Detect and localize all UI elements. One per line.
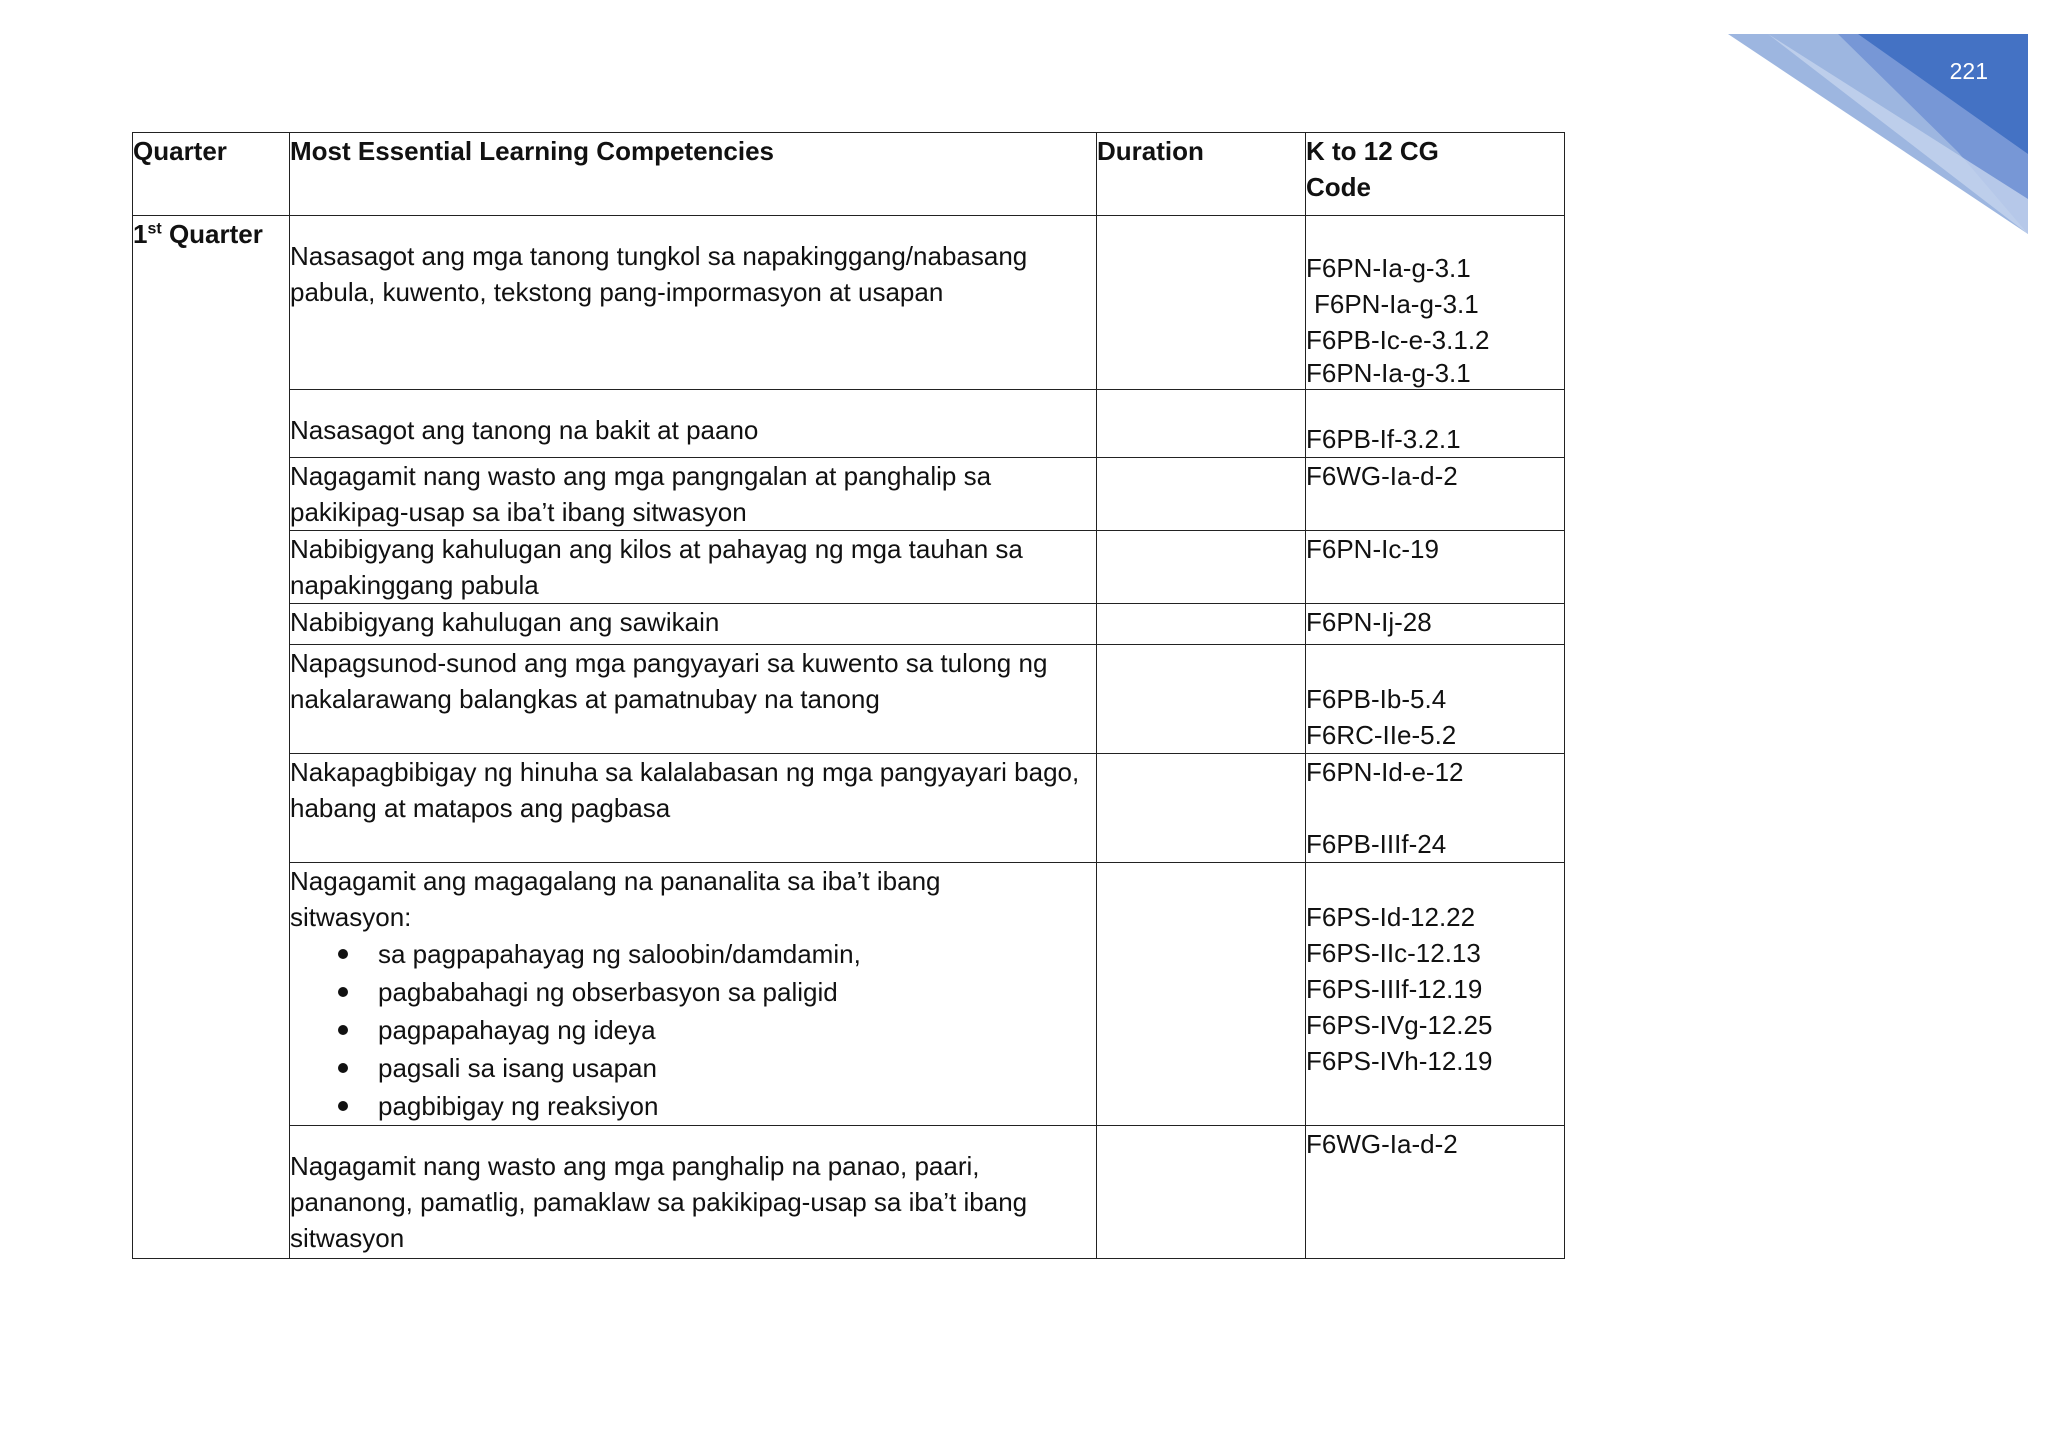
competency-cell (290, 604, 1097, 645)
code-cell (1306, 531, 1565, 604)
competency-line: pakikipag-usap sa iba’t ibang sitwasyon (290, 497, 747, 527)
table-row (133, 531, 1565, 604)
code-line: F6PN-Ia-g-3.1 (1306, 253, 1471, 283)
header-competencies: Most Essential Learning Competencies (290, 133, 1097, 216)
code-cell (1306, 390, 1565, 458)
code-cell (1306, 458, 1565, 531)
code-line: F6PS-Id-12.22 (1306, 902, 1476, 932)
list-item: pagbabahagi ng obserbasyon sa paligid (290, 973, 1096, 1011)
table-row (133, 645, 1565, 754)
competency-cell (290, 645, 1097, 754)
competency-line: Nagagamit nang wasto ang mga panghalip na panao, paari, (290, 1151, 980, 1181)
code-line: F6WG-Ia-d-2 (1306, 461, 1458, 491)
header-quarter: Quarter (133, 133, 290, 216)
header-cg-code-line2: Code (1306, 172, 1371, 202)
code-cell (1306, 754, 1565, 863)
code-line: F6PS-IIc-12.13 (1306, 938, 1481, 968)
code-line: F6PB-Ic-e-3.1.2 (1306, 325, 1490, 355)
competency-line: Nabibigyang kahulugan ang sawikain (290, 607, 720, 637)
competency-line: napakinggang pabula (290, 570, 539, 600)
competency-cell (290, 390, 1097, 458)
code-cell (1306, 863, 1565, 1126)
code-line: F6PN-Ia-g-3.1 (1306, 358, 1471, 388)
table-row (133, 458, 1565, 531)
duration-cell (1097, 390, 1306, 458)
duration-cell (1097, 863, 1306, 1126)
list-item: sa pagpapahayag ng saloobin/damdamin, (290, 935, 1096, 973)
table-row (133, 390, 1565, 458)
duration-cell (1097, 216, 1306, 390)
competency-cell (290, 1126, 1097, 1259)
quarter-number: 1 (133, 219, 148, 249)
competency-line: pabula, kuwento, tekstong pang-impormasyon at usapan (290, 277, 944, 307)
competency-line: Nagagamit ang magagalang na pananalita sa iba’t ibang (290, 866, 941, 896)
list-item: pagsali sa isang usapan (290, 1049, 1096, 1087)
code-line: F6PN-Id-e-12 (1306, 757, 1464, 787)
code-line: F6PS-IIIf-12.19 (1306, 974, 1483, 1004)
code-line: F6PN-Ic-19 (1306, 534, 1439, 564)
code-line: F6WG-Ia-d-2 (1306, 1129, 1458, 1159)
competency-cell (290, 531, 1097, 604)
duration-cell (1097, 458, 1306, 531)
header-duration: Duration (1097, 133, 1306, 216)
code-line: F6PB-Ib-5.4 (1306, 684, 1447, 714)
competency-line: Nakapagbibigay ng hinuha sa kalalabasan ng mga pangyayari bago, (290, 757, 1080, 787)
duration-cell (1097, 531, 1306, 604)
competency-line: nakalarawang balangkas at pamatnubay na tanong (290, 684, 880, 714)
quarter-word: Quarter (168, 219, 263, 249)
duration-cell (1097, 604, 1306, 645)
competency-line: habang at matapos ang pagbasa (290, 793, 671, 823)
quarter-cell (133, 216, 290, 1259)
competency-line: Nagagamit nang wasto ang mga pangngalan at panghalip sa (290, 461, 992, 491)
quarter-suffix: st (147, 220, 162, 238)
table-row (133, 216, 1565, 390)
bullet-list (290, 935, 1096, 1125)
competency-line: sitwasyon: (290, 902, 412, 932)
code-cell (1306, 645, 1565, 754)
table-row (133, 754, 1565, 863)
competency-cell (290, 754, 1097, 863)
header-cg-code (1306, 133, 1565, 216)
competency-cell (290, 216, 1097, 390)
competency-line: Nabibigyang kahulugan ang kilos at pahayag ng mga tauhan sa (290, 534, 1023, 564)
melc-table (132, 132, 1565, 1259)
duration-cell (1097, 754, 1306, 863)
code-line: F6PB-IIIf-24 (1306, 829, 1447, 859)
code-line: F6PN-Ia-g-3.1 (1314, 289, 1479, 319)
code-line: F6PS-IVg-12.25 (1306, 1010, 1493, 1040)
list-item: pagbibigay ng reaksiyon (290, 1087, 1096, 1125)
competency-line: Nasasagot ang tanong na bakit at paano (290, 415, 759, 445)
code-cell (1306, 216, 1565, 390)
code-line: F6PS-IVh-12.19 (1306, 1046, 1493, 1076)
competency-line: pananong, pamatlig, pamaklaw sa pakikipag-usap sa iba’t ibang (290, 1187, 1028, 1217)
table-row (133, 863, 1565, 1126)
header-cg-code-line1: K to 12 CG (1306, 136, 1439, 166)
table-row (133, 1126, 1565, 1259)
table-row (133, 604, 1565, 645)
duration-cell (1097, 1126, 1306, 1259)
code-line: F6PN-Ij-28 (1306, 607, 1432, 637)
duration-cell (1097, 645, 1306, 754)
page-number: 221 (1949, 58, 1988, 84)
competency-line: sitwasyon (290, 1223, 405, 1253)
code-line: F6RC-IIe-5.2 (1306, 720, 1457, 750)
competency-cell (290, 863, 1097, 1126)
code-cell (1306, 1126, 1565, 1259)
header-row (133, 133, 1565, 216)
competency-cell (290, 458, 1097, 531)
competency-line: Napagsunod-sunod ang mga pangyayari sa kuwento sa tulong ng (290, 648, 1048, 678)
list-item: pagpapahayag ng ideya (290, 1011, 1096, 1049)
competency-line: Nasasagot ang mga tanong tungkol sa napakinggang/nabasang (290, 241, 1028, 271)
code-line: F6PB-If-3.2.1 (1306, 424, 1461, 454)
code-cell (1306, 604, 1565, 645)
